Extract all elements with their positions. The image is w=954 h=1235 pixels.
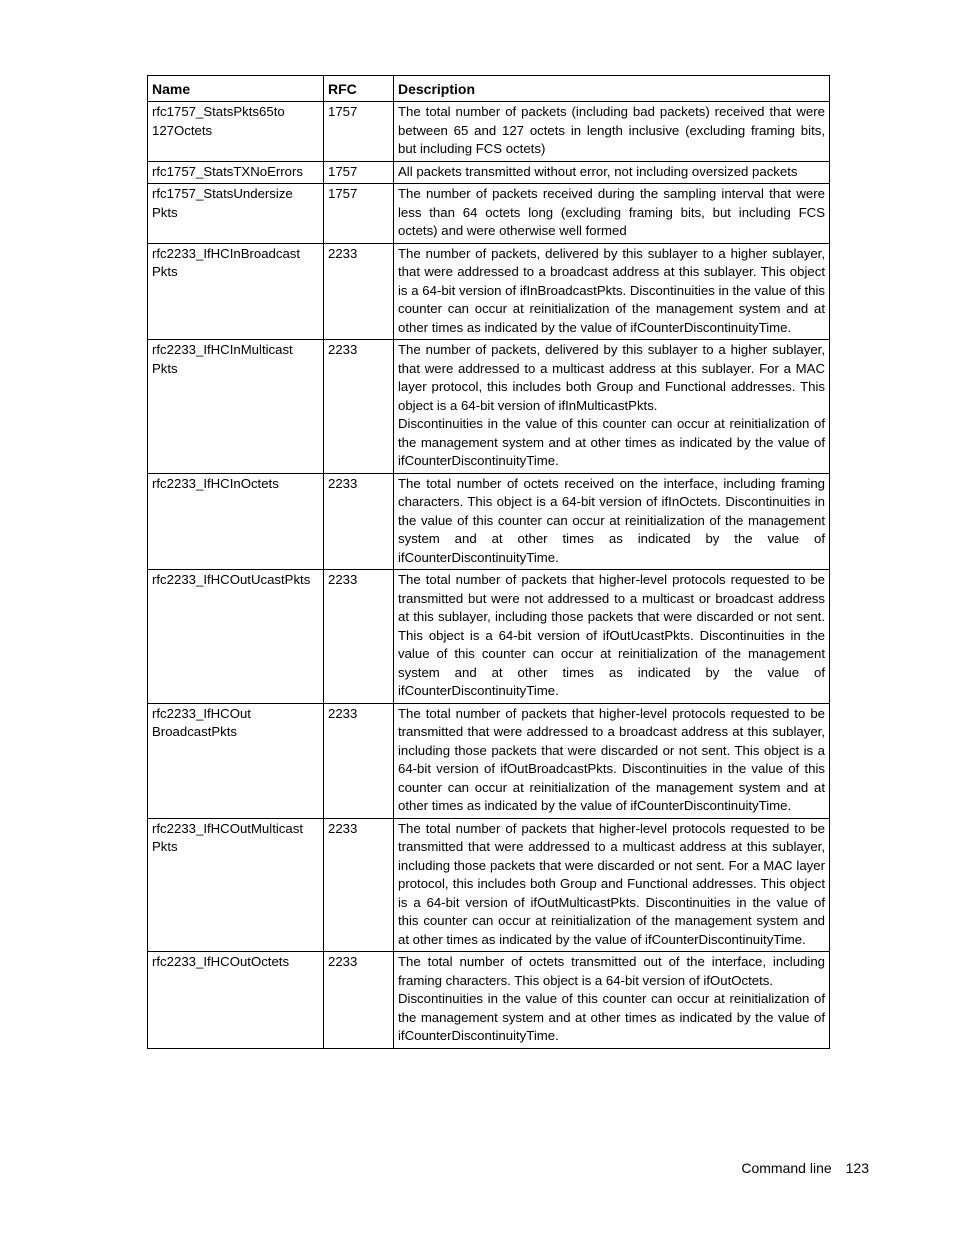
page-footer <box>741 1158 869 1178</box>
description-paragraph: All packets transmitted without error, not including oversized packets <box>398 163 798 179</box>
counter-name-line: rfc1757_StatsTXNoErrors <box>152 163 303 179</box>
cell-rfc: 2233 <box>324 952 394 1049</box>
table-row <box>148 473 830 570</box>
cell-description <box>394 243 830 340</box>
description-paragraph: The total number of packets (including bad packets) received that were between 65 and 127 octets in length inclusive (excluding framing bits, but including FCS octets) <box>398 104 825 156</box>
footer-section-title: Command line <box>741 1160 832 1176</box>
cell-rfc: 1757 <box>324 161 394 184</box>
table-row <box>148 703 830 818</box>
description-paragraph: Discontinuities in the value of this counter can occur at reinitialization of the management system and at other times as indicated by the value of ifCounterDiscontinuityTime. <box>398 991 825 1043</box>
table-row <box>148 952 830 1049</box>
description-paragraph: The number of packets, delivered by this sublayer to a higher sublayer, that were addressed to a multicast address at this sublayer. For a MAC layer protocol, this includes both Group and Functional addresses. This object is a 64-bit version of ifInMulticastPkts. <box>398 342 825 413</box>
counter-name-line: rfc2233_IfHCInOctets <box>152 475 279 491</box>
cell-rfc: 2233 <box>324 570 394 704</box>
cell-rfc: 2233 <box>324 340 394 474</box>
description-paragraph: The total number of packets that higher-level protocols requested to be transmitted that were addressed to a multicast address at this sublayer, including those packets that were discarded or not sent. For a MAC layer protocol, this includes both Group and Functional addresses. This object is a 64-bit version of ifOutMulticastPkts. Discontinuities in the value of this counter can occur at reinitialization of the management system and at other times as indicated by the value of ifCounterDiscontinuityTime. <box>398 820 825 947</box>
cell-rfc: 2233 <box>324 243 394 340</box>
description-paragraph: The number of packets received during the sampling interval that were less than 64 octets long (excluding framing bits, but including FCS octets) and were otherwise well formed <box>398 186 825 238</box>
counter-name-line: rfc2233_IfHCOutMulticast <box>152 820 303 836</box>
description-paragraph: Discontinuities in the value of this counter can occur at reinitialization of the management system and at other times as indicated by the value of ifCounterDiscontinuityTime. <box>398 416 825 468</box>
table-header-row <box>148 76 830 102</box>
column-header-description: Description <box>394 76 830 102</box>
counter-name-line: rfc2233_IfHCInMulticast <box>152 342 293 357</box>
description-paragraph: The total number of octets received on the interface, including framing characters. This object is a 64-bit version of ifInOctets. Discontinuities in the value of this counter can occur at reinitialization of the management system and at other times as indicated by the value of ifCounterDiscontinuityTime. <box>398 475 825 565</box>
description-paragraph: The total number of packets that higher-level protocols requested to be transmitted but were not addressed to a multicast or broadcast address at this sublayer, including those packets that were discarded or not sent. This object is a 64-bit version of ifOutUcastPkts. Discontinuities in the value of this counter can occur at reinitialization of the management system and at other times as indicated by the value of ifCounterDiscontinuityTime. <box>398 572 825 698</box>
counter-name-line: Pkts <box>152 264 178 279</box>
counter-name-line: rfc2233_IfHCOutUcastPkts <box>152 572 311 587</box>
cell-description <box>394 161 830 184</box>
table-row <box>148 161 830 184</box>
table-row <box>148 243 830 340</box>
cell-description <box>394 473 830 570</box>
cell-rfc: 1757 <box>324 184 394 244</box>
counter-name-line: rfc1757_StatsUndersize <box>152 186 293 201</box>
cell-name <box>148 952 324 1049</box>
counter-name-line: 127Octets <box>152 122 213 138</box>
cell-name <box>148 703 324 818</box>
cell-name <box>148 243 324 340</box>
table-row <box>148 102 830 162</box>
counter-name-line: Pkts <box>152 360 178 376</box>
cell-description <box>394 102 830 162</box>
cell-rfc: 1757 <box>324 102 394 162</box>
counter-name-line: rfc2233_IfHCOut <box>152 705 251 721</box>
counter-name-line: Pkts <box>152 204 178 220</box>
table-body <box>148 102 830 1049</box>
counter-name-line: rfc2233_IfHCInBroadcast <box>152 245 301 261</box>
counter-table <box>147 75 830 1049</box>
cell-name <box>148 161 324 184</box>
table-row <box>148 818 830 952</box>
cell-description <box>394 184 830 244</box>
cell-description <box>394 818 830 952</box>
counter-name-line: BroadcastPkts <box>152 724 238 739</box>
page-number: 123 <box>845 1160 869 1176</box>
cell-description <box>394 340 830 474</box>
table-row <box>148 340 830 474</box>
cell-rfc: 2233 <box>324 703 394 818</box>
cell-rfc: 2233 <box>324 818 394 952</box>
cell-name <box>148 102 324 162</box>
cell-name <box>148 340 324 474</box>
column-header-rfc: RFC <box>324 76 394 102</box>
cell-description <box>394 952 830 1049</box>
description-paragraph: The total number of packets that higher-level protocols requested to be transmitted that were addressed to a broadcast address at this sublayer, including those packets that were discarded or not sent. This object is a 64-bit version of ifOutBroadcastPkts. Discontinuities in the value of this counter can occur at reinitialization of the management system and at other times as indicated by the value of ifCounterDiscontinuityTime. <box>398 705 825 813</box>
cell-description <box>394 703 830 818</box>
table-row <box>148 184 830 244</box>
counter-name-line: rfc1757_StatsPkts65to <box>152 104 285 119</box>
cell-description <box>394 570 830 704</box>
counter-name-line: rfc2233_IfHCOutOctets <box>152 954 290 969</box>
cell-name <box>148 184 324 244</box>
cell-name <box>148 473 324 570</box>
column-header-name: Name <box>148 76 324 102</box>
description-paragraph: The total number of octets transmitted out of the interface, including framing characters. This object is a 64-bit version of ifOutOctets. <box>398 954 825 988</box>
table-row <box>148 570 830 704</box>
cell-name <box>148 570 324 704</box>
cell-rfc: 2233 <box>324 473 394 570</box>
counter-name-line: Pkts <box>152 839 178 854</box>
description-paragraph: The number of packets, delivered by this sublayer to a higher sublayer, that were addressed to a broadcast address at this sublayer. This object is a 64-bit version of ifInBroadcastPkts. Discontinuities in the value of this counter can occur at reinitialization of the management system and at other times as indicated by the value of ifCounterDiscontinuityTime. <box>398 245 825 335</box>
cell-name <box>148 818 324 952</box>
